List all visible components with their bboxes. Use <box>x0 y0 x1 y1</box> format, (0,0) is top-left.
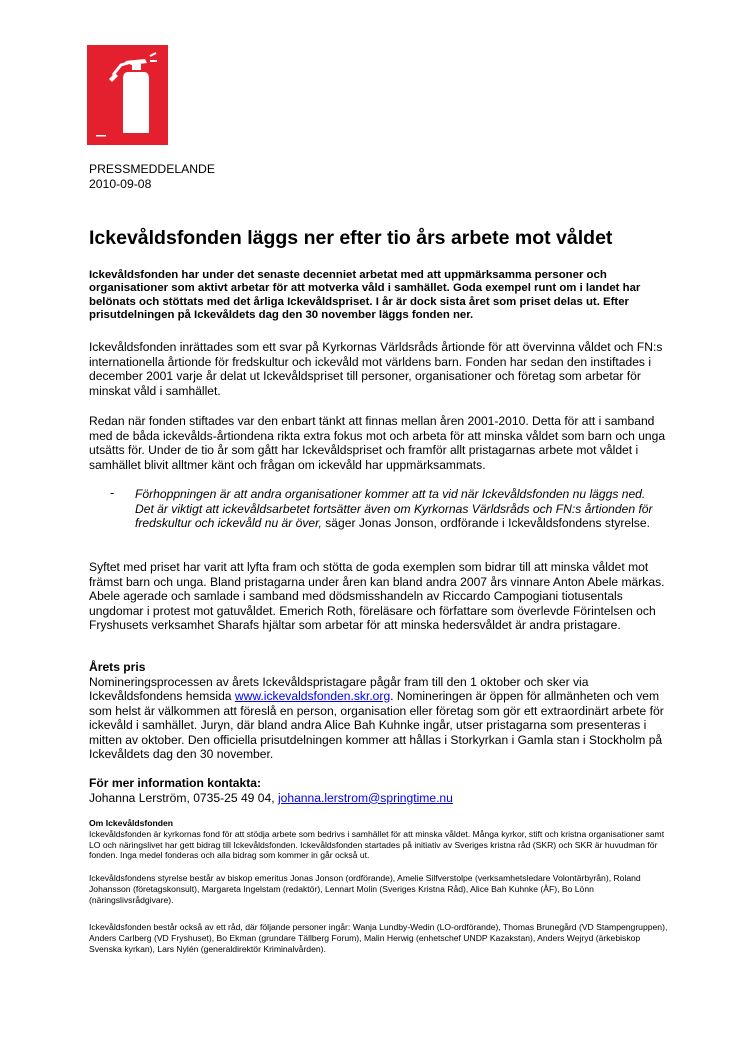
body-paragraph-3: Syftet med priset har varit att lyfta fram och stötta de goda exemplen som bidrar till att minska våldet mot främst barn och unga. Bland pristagarna under åren kan bland andra 2007 års vinnare Anton Abele märkas. Abele agerade och samlade i samband med dödsmisshandeln av Riccardo Campogiani tiotusentals ungdomar i protest mot gatuvåldet. Emerich Roth, föreläsare och författare som överlevde Förintelsen och Fryshusets verksamhet Sharafs hjältar som arbetar för att minska hedersvåldet är andra pristagare. <box>89 560 665 632</box>
body-paragraph-2: Redan när fonden stiftades var den enbart tänkt att finnas mellan åren 2001-2010. Detta för att i samband med de båda ickevålds-årtiondena rikta extra fokus mot och arbeta för att minska våldet som barn och unga utsätts för. Under de tio år som gått har Ickevåldspriset och framför allt pristagarnas arbete mot våldet i samhället blivit alltmer känt och frågan om ickevåld har uppmärksammats. <box>89 414 666 472</box>
press-release-label: PRESSMEDDELANDE <box>89 162 215 176</box>
contact-email-link[interactable]: johanna.lerstrom@springtime.nu <box>277 790 453 805</box>
arets-pris-section <box>89 660 669 762</box>
fire-extinguisher-icon <box>87 45 168 145</box>
contact-text: Johanna Lerström, 0735-25 49 04, <box>89 790 278 805</box>
contact-heading: För mer information kontakta: <box>89 776 262 790</box>
quote-attribution: säger Jonas Jonson, ordförande i Ickevåldsfondens styrelse. <box>321 516 650 530</box>
press-release-date: 2010-09-08 <box>89 177 152 191</box>
about-paragraph-2: Ickevåldsfondens styrelse består av biskop emeritus Jonas Jonson (ordförande), Amelie Silfverstolpe (verksamhetsledare Volontärbyrån), Roland Johansson (företagskonsult), Margareta Ingelstam (redaktör), Lennart Molin (Sveriges Kristna Råd), Alice Bah Kuhnke (ÅF), Bo Lönn (näringslivsrådgivare). <box>89 873 641 905</box>
website-link[interactable]: www.ickevaldsfonden.skr.org <box>234 689 391 703</box>
about-paragraph-3: Ickevåldsfonden består också av ett råd, där följande personer ingår: Wanja Lundby-Wedin (LO-ordförande), Thomas Brunegård (VD Stampengruppen), Anders Carlberg (VD Fryshuset), Bo Ekman (grundare Tällberg Forum), Malin Herwig (enhetschef UNDP Kazakstan), Anders Wejryd (ärkebiskop Svenska kyrkan), Lars Nylén (generaldirektör Kriminalvården). <box>89 922 668 954</box>
arets-pris-text-before: Nomineringsprocessen av årets Ickevåldspristagare pågår fram till den 1 oktober och sker via Ickevåldsfondens hemsida <box>89 674 589 703</box>
press-header <box>89 162 215 192</box>
arets-pris-text-after: . Nomineringen är öppen för allmänheten och vem som helst är välkommen att föreslå en person, organisation eller företag som gör ett extraordinärt arbete för ickevåld i samhället. Juryn, där bland andra Alice Bah Kuhnke ingår, utser pristagarna som presenteras i mitten av oktober. Den officiella prisutdelningen kommer att hållas i Storkyrkan i Gamla stan i Stockholm på Ickevåldets dag den 30 november. <box>89 689 664 761</box>
fire-extinguisher-logo <box>87 45 168 145</box>
page-title: Ickevåldsfonden läggs ner efter tio års arbete mot våldet <box>89 227 613 249</box>
arets-pris-heading: Årets pris <box>89 660 146 674</box>
lead-paragraph: Ickevåldsfonden har under det senaste decenniet arbetat med att uppmärksamma personer och organisationer som aktivt arbetar för att motverka våld i samhället. Goda exempel runt om i landet har belönats och stöttats med det årliga Ickevåldspriset. I år är dock sista året som priset delas ut. Efter prisutdelningen på Ickevåldets dag den 30 november läggs fonden ner. <box>89 269 641 322</box>
contact-section <box>89 776 669 805</box>
body-paragraph-1: Ickevåldsfonden inrättades som ett svar på Kyrkornas Världsråds årtionde för att övervinna våldet och FN:s internationella årtionde för fredskultur och ickevåld mot världens barn. Fonden har sedan den instiftades i december 2001 varje år delat ut Ickevåldspriset till personer, organisationer och företag som arbetar för minskat våld i samhället. <box>89 340 663 398</box>
about-heading: Om Ickevåldsfonden <box>89 818 174 828</box>
quote-paragraph <box>135 487 665 531</box>
about-paragraph-1: Ickevåldsfonden är kyrkornas fond för att stödja arbete som bedrivs i samhället för att minska våldet. Många kyrkor, stift och kristna organisationer samt LO och näringslivet har gett bidrag till Ickevåldsfonden. Ickevåldsfonden startades på initiativ av Sveriges kristna råd (SKR) och SKR är huvudman för fonden. Inga medel fonderas och alla bidrag som kommer in går också ut. <box>89 828 665 861</box>
quote-text: Förhoppningen är att andra organisationer kommer att ta vid när Ickevåldsfonden nu läggs ned. Det är viktigt att ickevåldsarbetet fortsätter även om Kyrkornas Världsråds och FN:s årtionden för fredskultur och ickevåld nu är över, <box>135 487 653 530</box>
quote-dash: - <box>110 485 115 500</box>
about-section <box>89 818 669 861</box>
